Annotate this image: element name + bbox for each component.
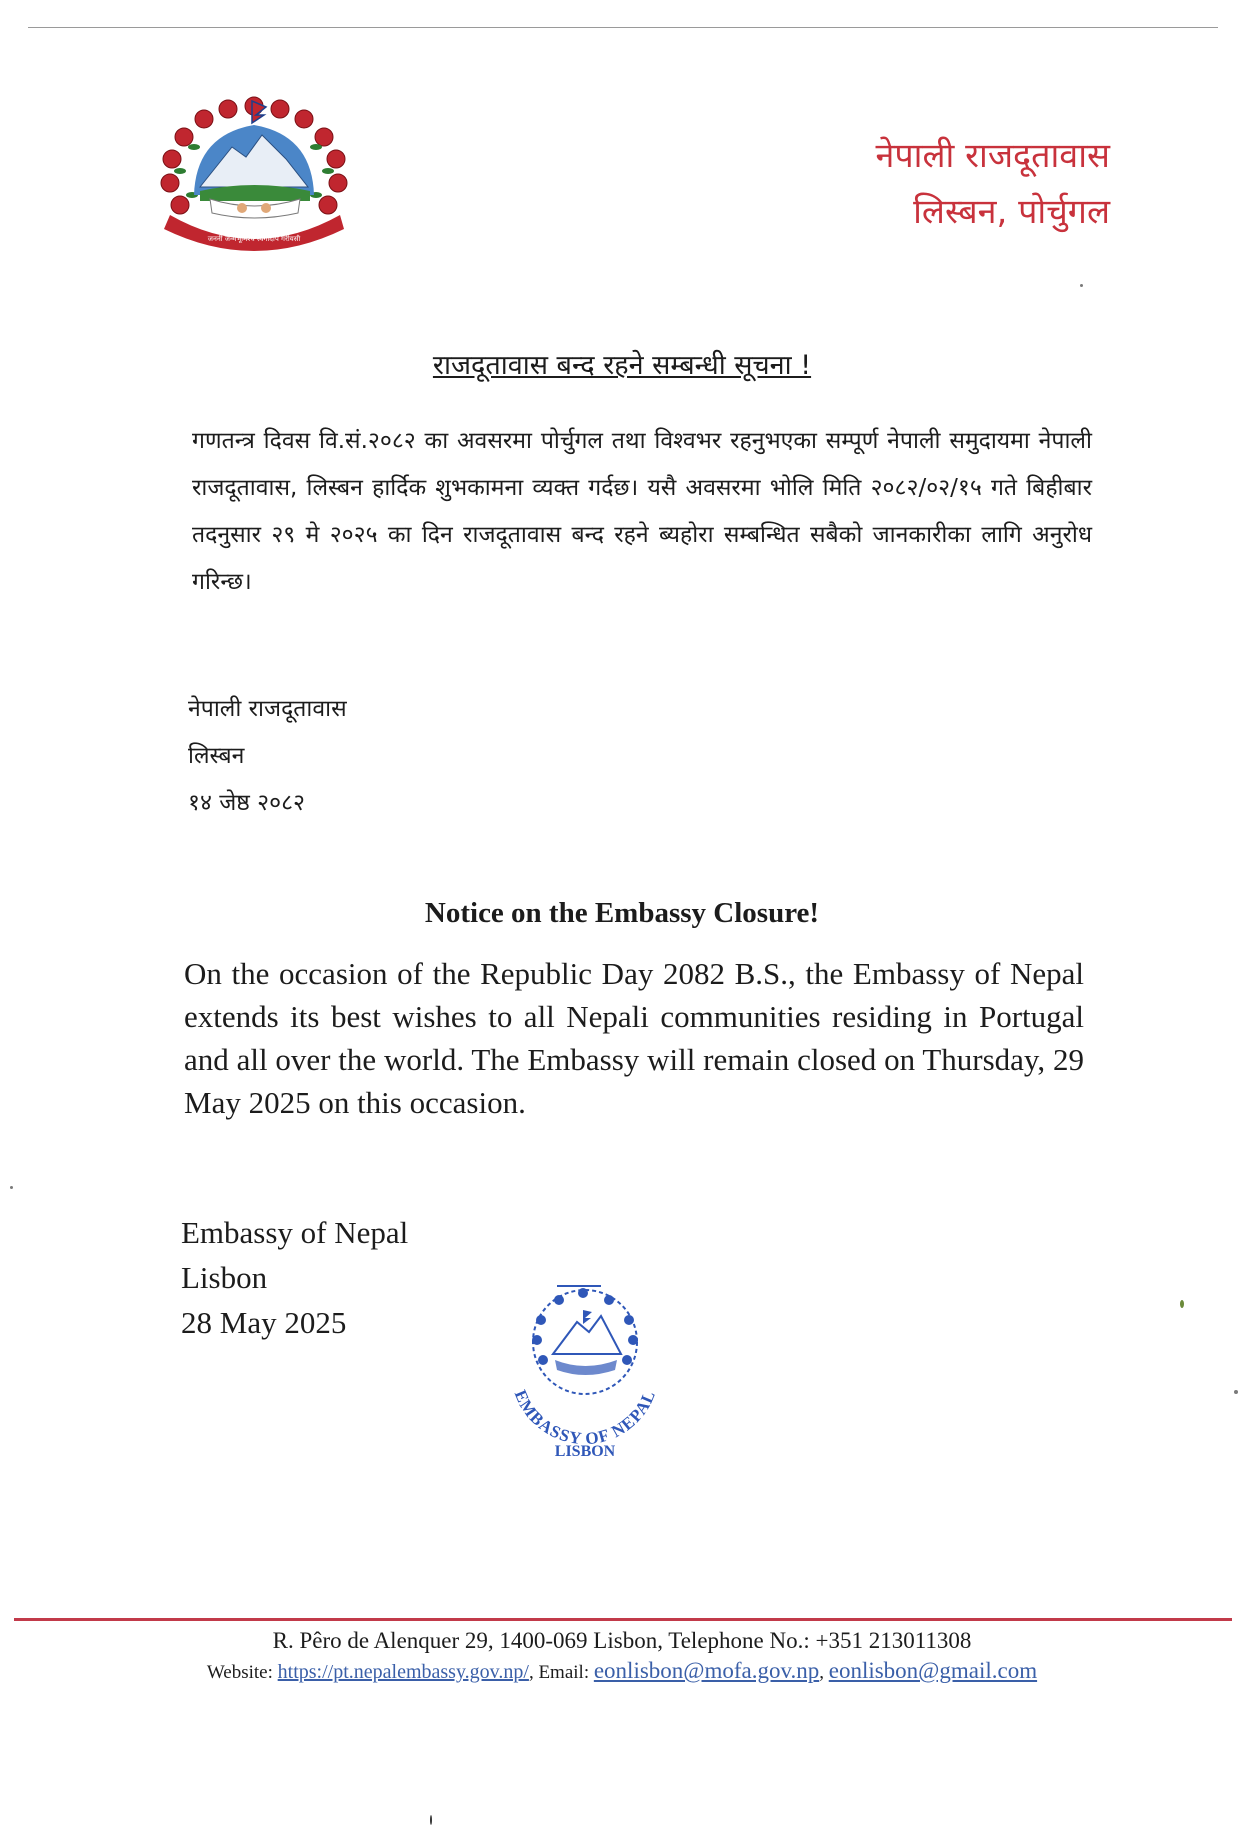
signature-city-nepali: लिस्बन bbox=[188, 743, 245, 769]
website-label: Website: bbox=[206, 1662, 273, 1683]
website-link[interactable]: https://pt.nepalembassy.gov.np/ bbox=[277, 1661, 529, 1683]
notice-body-english: On the occasion of the Republic Day 2082 B.S., the Embassy of Nepal extends its best wishes to all Nepali communities residing in Portugal and all over the world. The Embassy will remain closed on Thursday, 29 May 2025 on this occasion. bbox=[184, 956, 1084, 1120]
email-link-gmail[interactable]: eonlisbon@gmail.com bbox=[828, 1658, 1038, 1683]
svg-text:EMBASSY OF NEPAL bbox=[511, 1387, 660, 1448]
notice-title-english: Notice on the Embassy Closure! bbox=[424, 897, 820, 929]
footer-address: R. Pêro de Alenquer 29, 1400-069 Lisbon, Telephone No.: +351 213011308 bbox=[272, 1628, 972, 1653]
scan-speck bbox=[1234, 1390, 1238, 1394]
signature-org-nepali: नेपाली राजदूतावास bbox=[188, 696, 347, 722]
nepal-coat-of-arms-icon bbox=[150, 95, 362, 255]
notice-body-nepali: गणतन्त्र दिवस वि.सं.२०८२ का अवसरमा पोर्चुगल तथा विश्वभर रहनुभएका सम्पूर्ण नेपाली समुदायमा नेपाली राजदूतावास, लिस्बन हार्दिक शुभकामना व्यक्त गर्दछ। यसै अवसरमा भोलि मिति २०८२/०२/१५ गते बिहीबार तदनुसार २९ मे २०२५ का दिन राजदूतावास बन्द रहने ब्यहोरा सम्बन्धित सबैको जानकारीका लागि अनुरोध गरिन्छ। bbox=[192, 428, 1092, 595]
email-label: Email: bbox=[538, 1662, 590, 1683]
header-title-line1: नेपाली राजदूतावास bbox=[875, 136, 1110, 176]
footer-contact-line: Website: https://pt.nepalembassy.gov.np/, Email: eonlisbon@mofa.gov.np, eonlisbon@gmail.com bbox=[206, 1658, 1038, 1683]
embassy-stamp-icon bbox=[497, 1280, 672, 1460]
signature-date-english: 28 May 2025 bbox=[181, 1305, 347, 1340]
footer-rule bbox=[14, 1618, 1232, 1621]
email-link-mofa[interactable]: eonlisbon@mofa.gov.np bbox=[593, 1658, 820, 1683]
signature-date-nepali: १४ जेष्ठ २०८२ bbox=[188, 790, 305, 816]
signature-block-nepali bbox=[188, 686, 347, 827]
scan-speck bbox=[1180, 1300, 1184, 1308]
scan-speck bbox=[10, 1186, 13, 1189]
scan-speck bbox=[1080, 284, 1083, 287]
signature-block-english bbox=[181, 1210, 408, 1345]
scan-speck bbox=[430, 1815, 432, 1825]
top-rule bbox=[28, 27, 1218, 28]
stamp-line2: LISBON bbox=[554, 1443, 616, 1460]
embassy-header-title bbox=[780, 128, 1110, 240]
signature-org-english: Embassy of Nepal bbox=[181, 1215, 409, 1250]
stamp-line1: EMBASSY OF NEPAL bbox=[510, 1387, 660, 1449]
notice-title-nepali bbox=[0, 345, 1244, 382]
signature-city-english: Lisbon bbox=[181, 1260, 268, 1295]
notice-title-nepali-text: राजदूतावास बन्द रहने सम्बन्धी सूचना ! bbox=[432, 350, 812, 381]
header-title-line2: लिस्बन, पोर्चुगल bbox=[913, 192, 1110, 232]
emblem-ribbon-text: जननी जन्मभूमिश्च स्वर्गादपि गरीयसी bbox=[207, 235, 301, 243]
